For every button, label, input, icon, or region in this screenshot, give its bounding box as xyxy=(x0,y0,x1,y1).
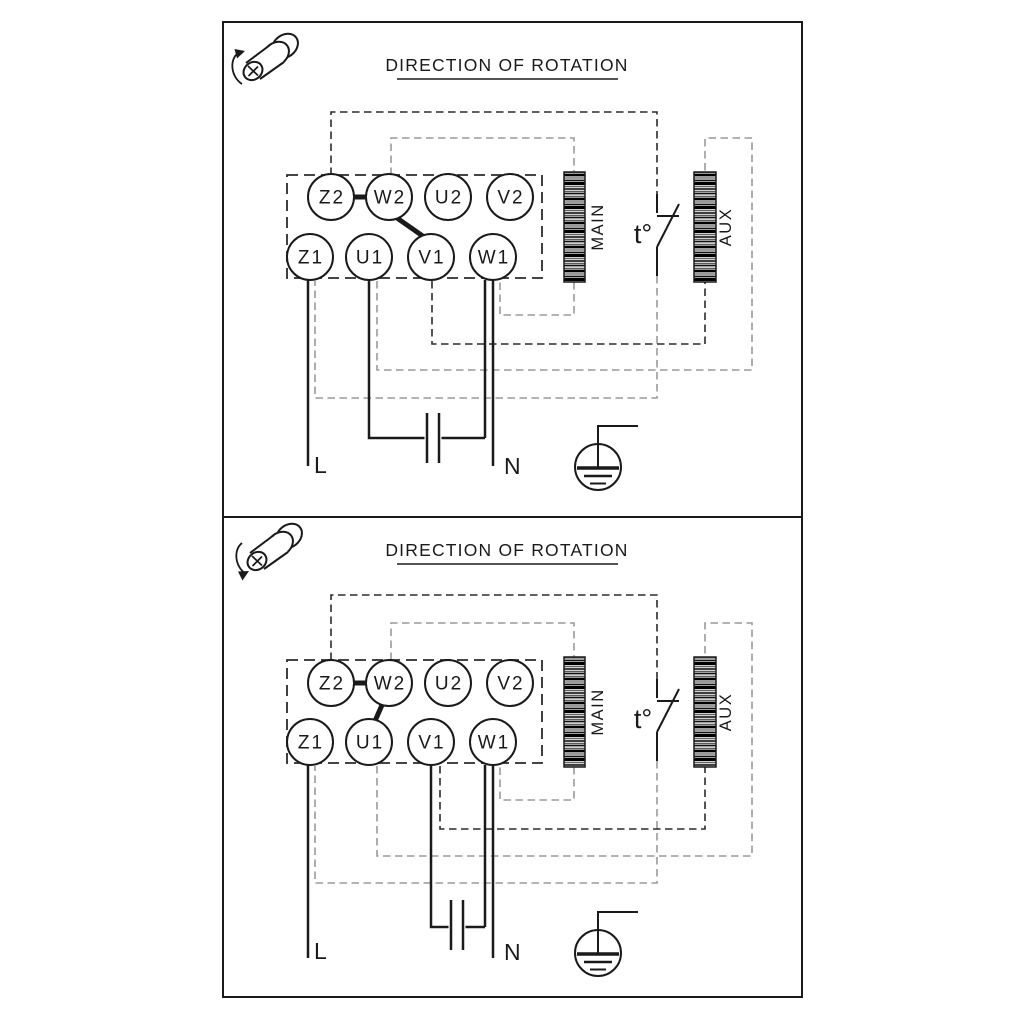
main-winding-label: MAIN xyxy=(589,688,607,736)
svg-text:V2: V2 xyxy=(497,673,525,695)
aux-winding-label: AUX xyxy=(717,207,735,247)
line-label: L xyxy=(314,452,327,478)
arrow-head xyxy=(238,571,249,581)
neutral-label: N xyxy=(504,453,521,479)
svg-text:U1: U1 xyxy=(355,247,385,269)
terminal-w2 xyxy=(366,174,412,220)
link-main-bottom-to-w1 xyxy=(500,766,574,800)
terminal-u2 xyxy=(425,174,471,220)
svg-text:Z2: Z2 xyxy=(318,187,346,209)
terminal-v2 xyxy=(487,660,533,706)
link-v1-to-aux-bottom xyxy=(432,281,705,344)
arrow-head xyxy=(235,49,246,59)
main-winding xyxy=(564,172,607,282)
aux-winding xyxy=(694,172,735,282)
svg-text:V1: V1 xyxy=(418,732,446,754)
thermal-switch-label: t° xyxy=(633,704,653,734)
panel-title: DIRECTION OF ROTATION xyxy=(385,55,629,75)
ground-symbol xyxy=(575,912,638,976)
capacitor xyxy=(427,413,439,463)
terminal-w1 xyxy=(470,234,516,280)
svg-text:W1: W1 xyxy=(477,732,511,754)
rotation-ccw-icon xyxy=(232,29,302,84)
svg-text:Z1: Z1 xyxy=(297,732,325,754)
thermal-switch xyxy=(634,679,679,761)
terminal-block xyxy=(287,174,542,280)
terminal-u1 xyxy=(346,234,392,280)
link-w2-to-main-top xyxy=(391,138,574,175)
svg-text:U2: U2 xyxy=(434,187,464,209)
svg-text:Z1: Z1 xyxy=(297,247,325,269)
svg-text:U1: U1 xyxy=(355,732,385,754)
terminal-v2 xyxy=(487,174,533,220)
terminal-z2 xyxy=(308,660,354,706)
line-label: L xyxy=(314,938,327,964)
thermal-switch xyxy=(634,194,679,276)
svg-text:V1: V1 xyxy=(418,247,446,269)
panel-title: DIRECTION OF ROTATION xyxy=(385,540,629,560)
link-v1-to-aux-bottom xyxy=(440,766,705,829)
svg-text:W2: W2 xyxy=(373,673,407,695)
terminal-block xyxy=(287,660,542,765)
external-wiring xyxy=(308,765,493,958)
main-winding-label: MAIN xyxy=(589,203,607,251)
link-main-bottom-to-w1 xyxy=(500,281,574,315)
panel-ccw xyxy=(223,22,802,517)
aux-winding-label: AUX xyxy=(717,692,735,732)
svg-text:Z2: Z2 xyxy=(318,673,346,695)
link-bar-w2-u1 xyxy=(375,705,382,721)
wire-v1-to-capacitor xyxy=(431,765,449,927)
terminal-w2 xyxy=(366,660,412,706)
terminal-z1 xyxy=(287,719,333,765)
panel-cw xyxy=(223,517,802,997)
capacitor xyxy=(451,900,463,950)
terminal-z2 xyxy=(308,174,354,220)
rotation-cw-icon xyxy=(236,519,306,581)
terminal-z1 xyxy=(287,234,333,280)
thermal-switch-label: t° xyxy=(633,219,653,249)
svg-text:W1: W1 xyxy=(477,247,511,269)
link-w2-to-main-top xyxy=(391,623,574,660)
external-wiring xyxy=(308,280,493,466)
main-winding xyxy=(564,657,607,767)
svg-text:W2: W2 xyxy=(373,187,407,209)
aux-winding xyxy=(694,657,735,767)
terminal-v1 xyxy=(408,719,454,765)
terminal-u1 xyxy=(346,719,392,765)
terminal-u2 xyxy=(425,660,471,706)
neutral-label: N xyxy=(504,939,521,965)
svg-text:V2: V2 xyxy=(497,187,525,209)
svg-text:U2: U2 xyxy=(434,673,464,695)
terminal-w1 xyxy=(470,719,516,765)
ground-symbol xyxy=(575,426,638,490)
terminal-v1 xyxy=(408,234,454,280)
